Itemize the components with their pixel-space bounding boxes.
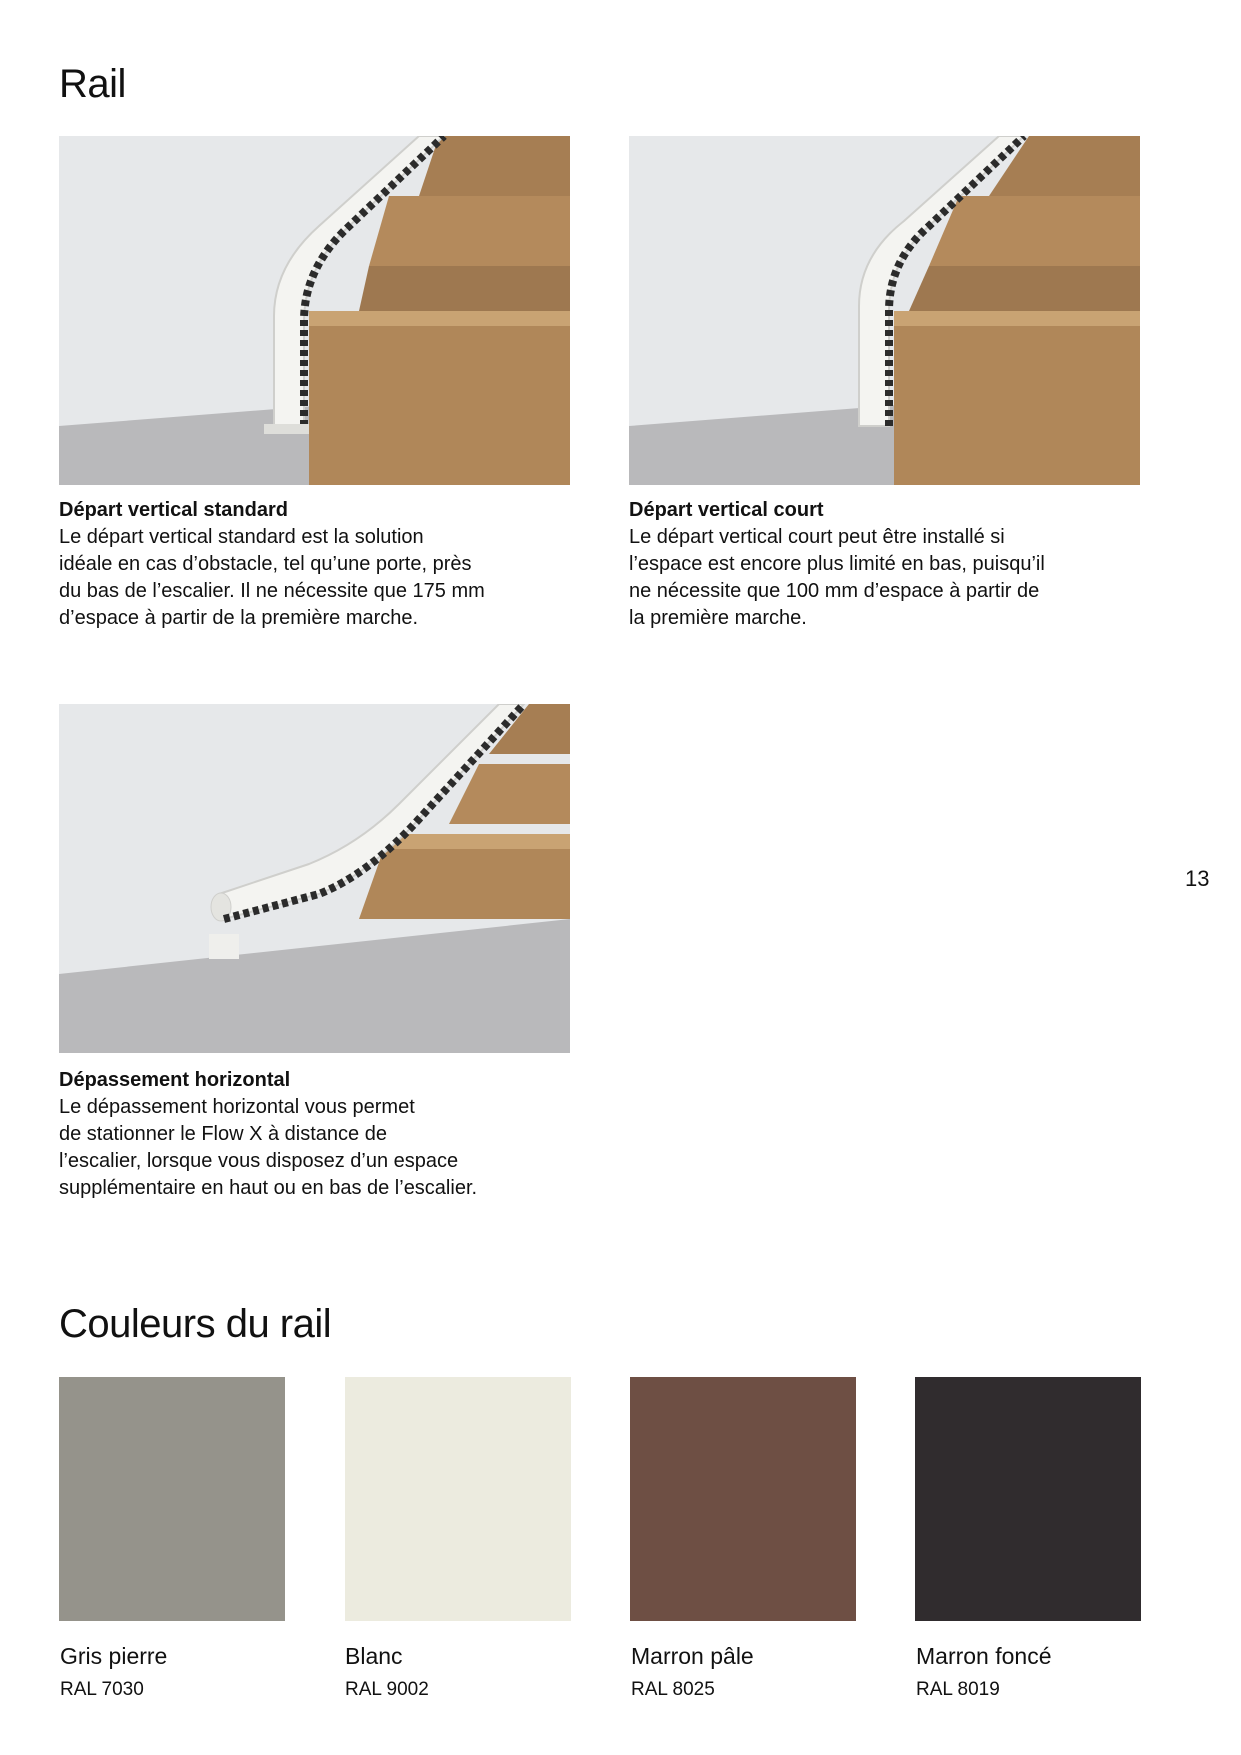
swatch-marron-fonce xyxy=(915,1377,1141,1621)
rail-heading: Rail xyxy=(59,62,126,106)
swatch-name: Marron foncé xyxy=(916,1643,1052,1669)
photo-depart-vertical-standard xyxy=(59,136,570,485)
swatch-code: RAL 8025 xyxy=(631,1679,715,1700)
swatch-code: RAL 9002 xyxy=(345,1679,429,1700)
caption-line: l’escalier, lorsque vous disposez d’un espace xyxy=(59,1150,459,1172)
caption-line: Le départ vertical standard est la solution xyxy=(59,526,424,548)
caption-line: d’espace à partir de la première marche. xyxy=(59,607,419,629)
caption-line: de stationner le Flow X à distance de xyxy=(59,1123,387,1145)
swatch-name: Gris pierre xyxy=(60,1643,168,1669)
caption-title: Départ vertical court xyxy=(629,499,824,521)
swatch-name: Blanc xyxy=(345,1643,403,1669)
caption-line: Le départ vertical court peut être installé si xyxy=(629,526,1005,548)
page-number: 13 xyxy=(1185,866,1210,891)
swatch-gris-pierre xyxy=(59,1377,285,1621)
caption-line: Le dépassement horizontal vous permet xyxy=(59,1096,415,1118)
swatch-marron-pale xyxy=(630,1377,856,1621)
swatch-name: Marron pâle xyxy=(631,1643,754,1669)
caption-title: Dépassement horizontal xyxy=(59,1069,291,1091)
caption-line: supplémentaire en haut ou en bas de l’escalier. xyxy=(59,1177,478,1199)
swatch-code: RAL 8019 xyxy=(916,1679,1000,1700)
swatch-code: RAL 7030 xyxy=(60,1679,144,1700)
caption-line: l’espace est encore plus limité en bas, puisqu’il xyxy=(629,553,1045,575)
caption-depart-vertical-standard xyxy=(59,497,579,632)
caption-line: idéale en cas d’obstacle, tel qu’une porte, près xyxy=(59,553,472,575)
photo-depart-vertical-court xyxy=(629,136,1140,485)
caption-title: Départ vertical standard xyxy=(59,499,288,521)
caption-line: ne nécessite que 100 mm d’espace à partir de xyxy=(629,580,1040,602)
caption-line: la première marche. xyxy=(629,607,807,629)
photo-depassement-horizontal xyxy=(59,704,570,1053)
caption-line: du bas de l’escalier. Il ne nécessite que 175 mm xyxy=(59,580,485,602)
swatch-blanc xyxy=(345,1377,571,1621)
colors-heading: Couleurs du rail xyxy=(59,1302,332,1346)
caption-depart-vertical-court xyxy=(629,497,1149,632)
caption-depassement-horizontal xyxy=(59,1067,579,1202)
